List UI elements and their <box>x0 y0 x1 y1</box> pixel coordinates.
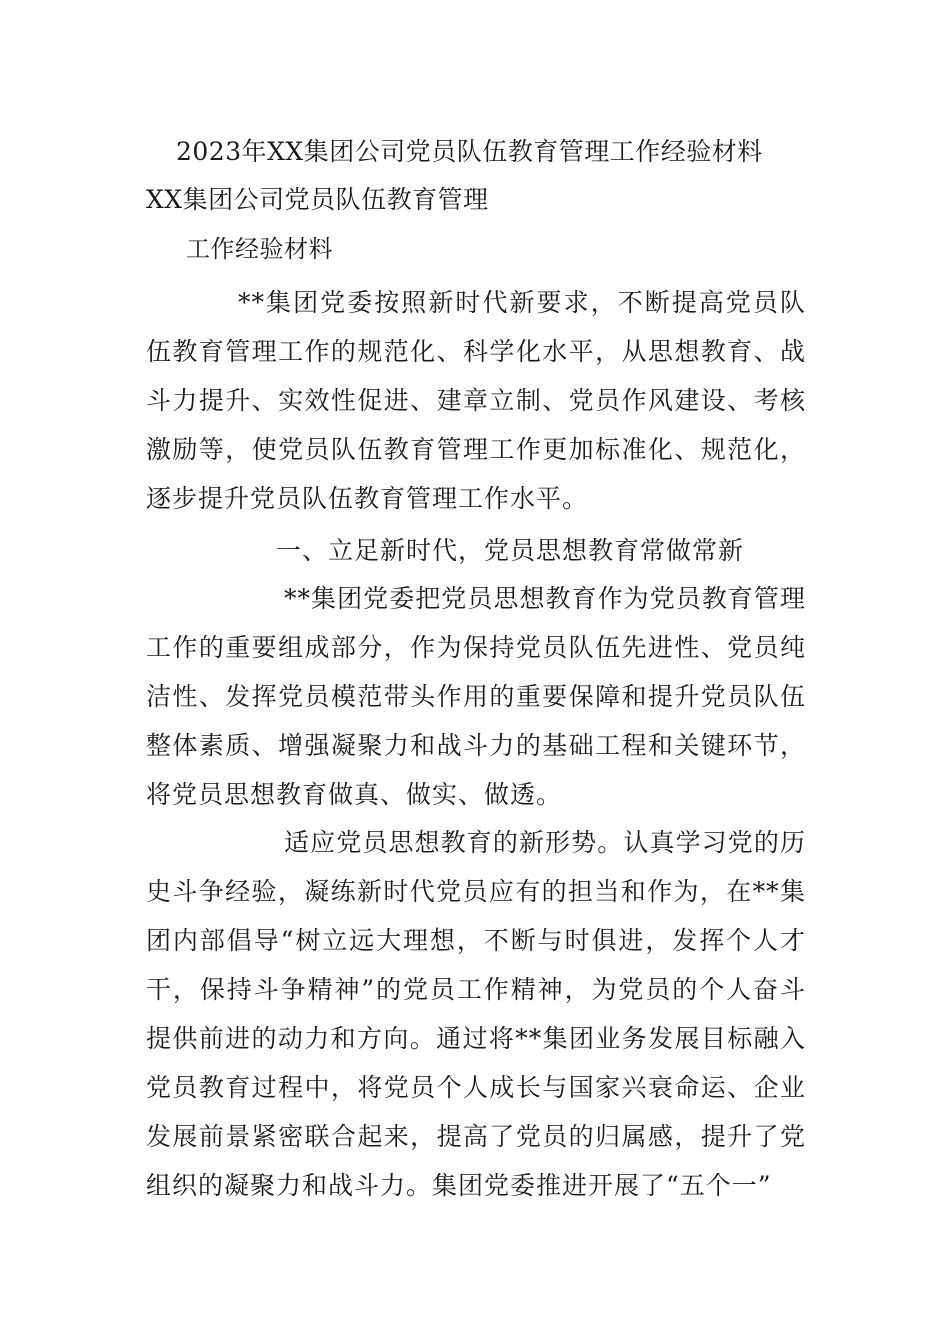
section-paragraph-2: 适应党员思想教育的新形势。认真学习党的历史斗争经验，凝练新时代党员应有的担当和作为，在**集团内部倡导“树立远大理想，不断与时俱进，发挥个人才干，保持斗争精神”的党员工作精神，为党员的个人奋斗提供前进的动力和方向。通过将**集团业务发展目标融入党员教育过程中，将党员个人成长与国家兴衰命运、企业发展前景紧密联合起来，提高了党员的归属感，提升了党组织的凝聚力和战斗力。集团党委推进开展了“五个一” <box>146 828 806 1200</box>
section-paragraph-1: **集团党委把党员思想教育作为党员教育管理工作的重要组成部分，作为保持党员队伍先进性、党员纯洁性、发挥党员模范带头作用的重要保障和提升党员队伍整体素质、增强凝聚力和战斗力的基础工程和关键环节，将党员思想教育做真、做实、做透。 <box>146 584 806 809</box>
section-heading: 一、立足新时代，党员思想教育常做常新 <box>276 536 745 565</box>
document-title: 2023年XX集团公司党员队伍教育管理工作经验材料 <box>176 137 763 166</box>
intro-paragraph: **集团党委按照新时代新要求，不断提高党员队伍教育管理工作的规范化、科学化水平，从思想教育、战斗力提升、实效性促进、建章立制、党员作风建设、考核激励等，使党员队伍教育管理工作更加标准化、规范化，逐步提升党员队伍教育管理工作水平。 <box>146 288 806 513</box>
document-subtitle: XX集团公司党员队伍教育管理 <box>146 185 489 214</box>
document-subtitle-second-line: 工作经验材料 <box>186 235 333 263</box>
